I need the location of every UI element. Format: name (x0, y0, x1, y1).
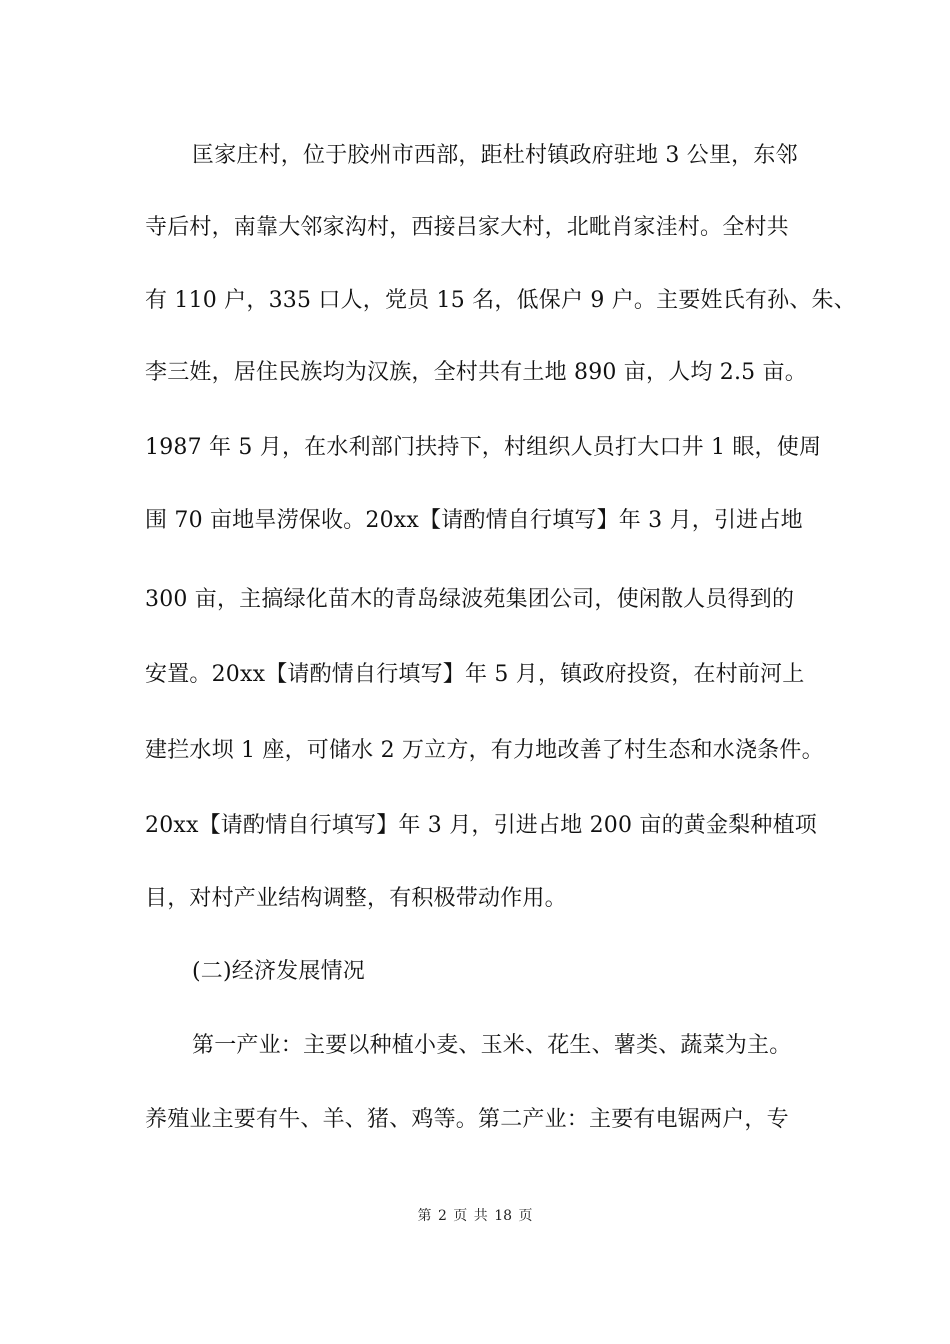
paragraph-line: 寺后村，南靠大邻家沟村，西接吕家大村，北毗肖家洼村。全村共 (145, 215, 789, 240)
paragraph-line: 匡家庄村，位于胶州市西部，距杜村镇政府驻地 3 公里，东邻 (192, 143, 798, 168)
paragraph-line: 围 70 亩地旱涝保收。20xx【请酌情自行填写】年 3 月，引进占地 (145, 508, 803, 533)
paragraph-line: 1987 年 5 月，在水利部门扶持下，村组织人员打大口井 1 眼，使周 (145, 435, 822, 460)
paragraph-line: 第一产业：主要以种植小麦、玉米、花生、薯类、蔬菜为主。 (192, 1033, 792, 1058)
paragraph-line: 养殖业主要有牛、羊、猪、鸡等。第二产业：主要有电锯两户，专 (145, 1107, 789, 1132)
paragraph-line: 建拦水坝 1 座，可储水 2 万立方，有力地改善了村生态和水浇条件。 (145, 738, 824, 763)
page-footer: 第 2 页 共 18 页 (417, 1208, 533, 1224)
paragraph-line: 有 110 户，335 口人，党员 15 名，低保户 9 户。主要姓氏有孙、朱、 (145, 288, 856, 313)
paragraph-line: 20xx【请酌情自行填写】年 3 月，引进占地 200 亩的黄金梨种植项 (145, 813, 817, 838)
paragraph-line: 安置。20xx【请酌情自行填写】年 5 月，镇政府投资，在村前河上 (145, 662, 805, 687)
section-heading: (二)经济发展情况 (192, 959, 365, 984)
paragraph-line: 300 亩，主搞绿化苗木的青岛绿波苑集团公司，使闲散人员得到的 (145, 587, 795, 612)
paragraph-line: 李三姓，居住民族均为汉族，全村共有土地 890 亩，人均 2.5 亩。 (145, 360, 807, 385)
paragraph-line: 目，对村产业结构调整，有积极带动作用。 (145, 886, 567, 911)
